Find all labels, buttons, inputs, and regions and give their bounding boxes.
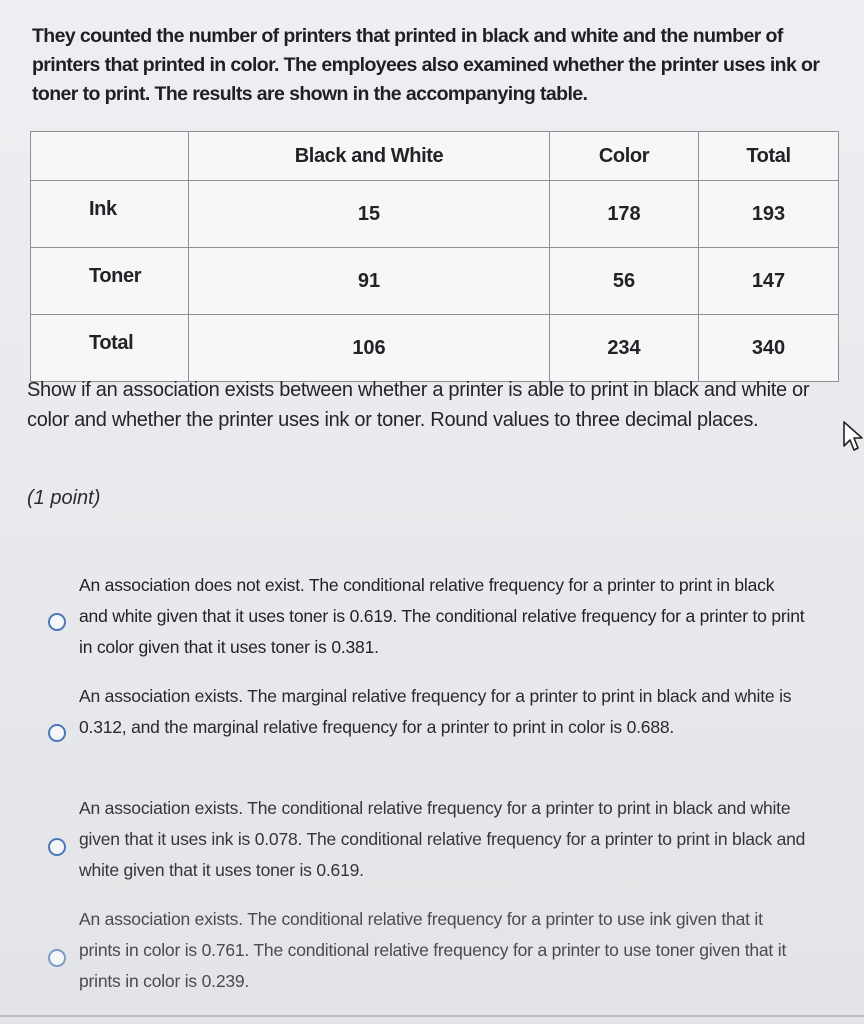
intro-text: They counted the number of printers that printed in black and white and the number of printers that printed in color. The employees also examined whether the printer uses ink or toner to print. The results are shown in the accompanying table. — [32, 25, 820, 105]
radio-button-option-4[interactable] — [48, 949, 66, 967]
row-label-ink: Ink — [31, 181, 189, 248]
row-label-total: Total — [31, 315, 189, 382]
table-row-total — [31, 315, 839, 382]
table-header-total: Total — [699, 132, 839, 181]
table-header-black-and-white: Black and White — [189, 132, 550, 181]
mouse-cursor-icon — [842, 420, 864, 454]
answer-option-1-text[interactable]: An association does not exist. The conditional relative frequency for a printer to print in black and white given that it uses toner is 0.619. The conditional relative frequency for a printer to print in color given that it uses toner is 0.381. — [79, 575, 805, 657]
points-label: (1 point) — [27, 487, 101, 509]
bottom-divider — [0, 1015, 864, 1017]
table-row-ink — [31, 181, 839, 248]
answer-option-4-text[interactable]: An association exists. The conditional relative frequency for a printer to use ink given that it prints in color is 0.761. The conditional relative frequency for a printer to use toner given that it prints in color is 0.239. — [79, 909, 787, 991]
cell-ink-black-and-white: 15 — [189, 181, 550, 248]
table-header-color: Color — [550, 132, 699, 181]
cell-toner-black-and-white: 91 — [189, 248, 550, 315]
radio-button-option-1[interactable] — [48, 613, 66, 631]
table-header-corner — [31, 132, 189, 181]
cell-ink-color: 178 — [550, 181, 699, 248]
cell-toner-color: 56 — [550, 248, 699, 315]
radio-button-option-3[interactable] — [48, 838, 66, 856]
question-prompt: Show if an association exists between whether a printer is able to print in black and white or color and whether the printer uses ink or toner. Round values to three decimal places. — [27, 379, 810, 431]
cell-ink-total: 193 — [699, 181, 839, 248]
frequency-table — [30, 131, 839, 382]
cell-total-total: 340 — [699, 315, 839, 382]
answer-option-3-text[interactable]: An association exists. The conditional relative frequency for a printer to print in black and white given that it uses ink is 0.078. The conditional relative frequency for a printer to print in black and white given that it uses toner is 0.619. — [79, 798, 806, 880]
table-header-row — [31, 132, 839, 181]
cell-toner-total: 147 — [699, 248, 839, 315]
cell-total-color: 234 — [550, 315, 699, 382]
cell-total-black-and-white: 106 — [189, 315, 550, 382]
radio-button-option-2[interactable] — [48, 724, 66, 742]
table-row-toner — [31, 248, 839, 315]
answer-option-2-text[interactable]: An association exists. The marginal relative frequency for a printer to print in black and white is 0.312, and the marginal relative frequency for a printer to print in color is 0.688. — [79, 686, 792, 737]
row-label-toner: Toner — [31, 248, 189, 315]
